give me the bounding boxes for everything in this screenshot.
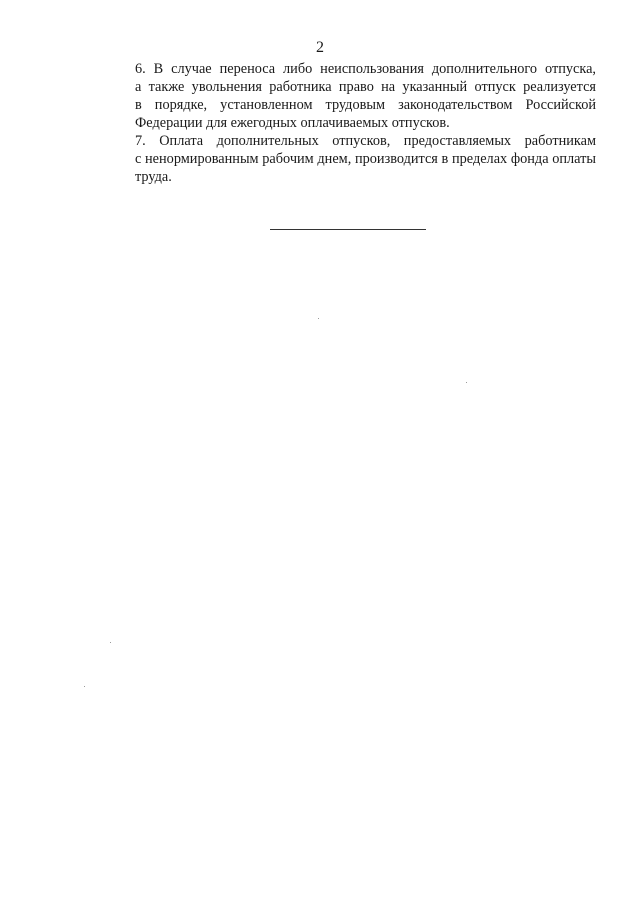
text-line: труда. [135,169,172,185]
text-line: Федерации для ежегодных оплачиваемых отпусков. [135,115,450,131]
paragraph-7 [97,132,596,186]
text-line: 7. Оплата дополнительных отпусков, предоставляемых работникам [135,133,596,149]
paragraph-6 [97,60,596,132]
text-line: 6. В случае переноса либо неиспользования дополнительного отпуска, [135,61,596,77]
scan-speck [84,686,85,687]
text-line: в порядке, установленном трудовым законодательством Российской [135,97,596,113]
text-line: а также увольнения работника право на указанный отпуск реализуется [135,79,596,95]
document-body [97,60,596,186]
scan-speck [110,642,111,643]
scan-speck [318,318,319,319]
text-line: с ненормированным рабочим днем, производится в пределах фонда оплаты [135,151,596,167]
scan-speck [466,382,467,383]
page-number: 2 [316,39,324,56]
closing-separator-line [270,229,426,230]
